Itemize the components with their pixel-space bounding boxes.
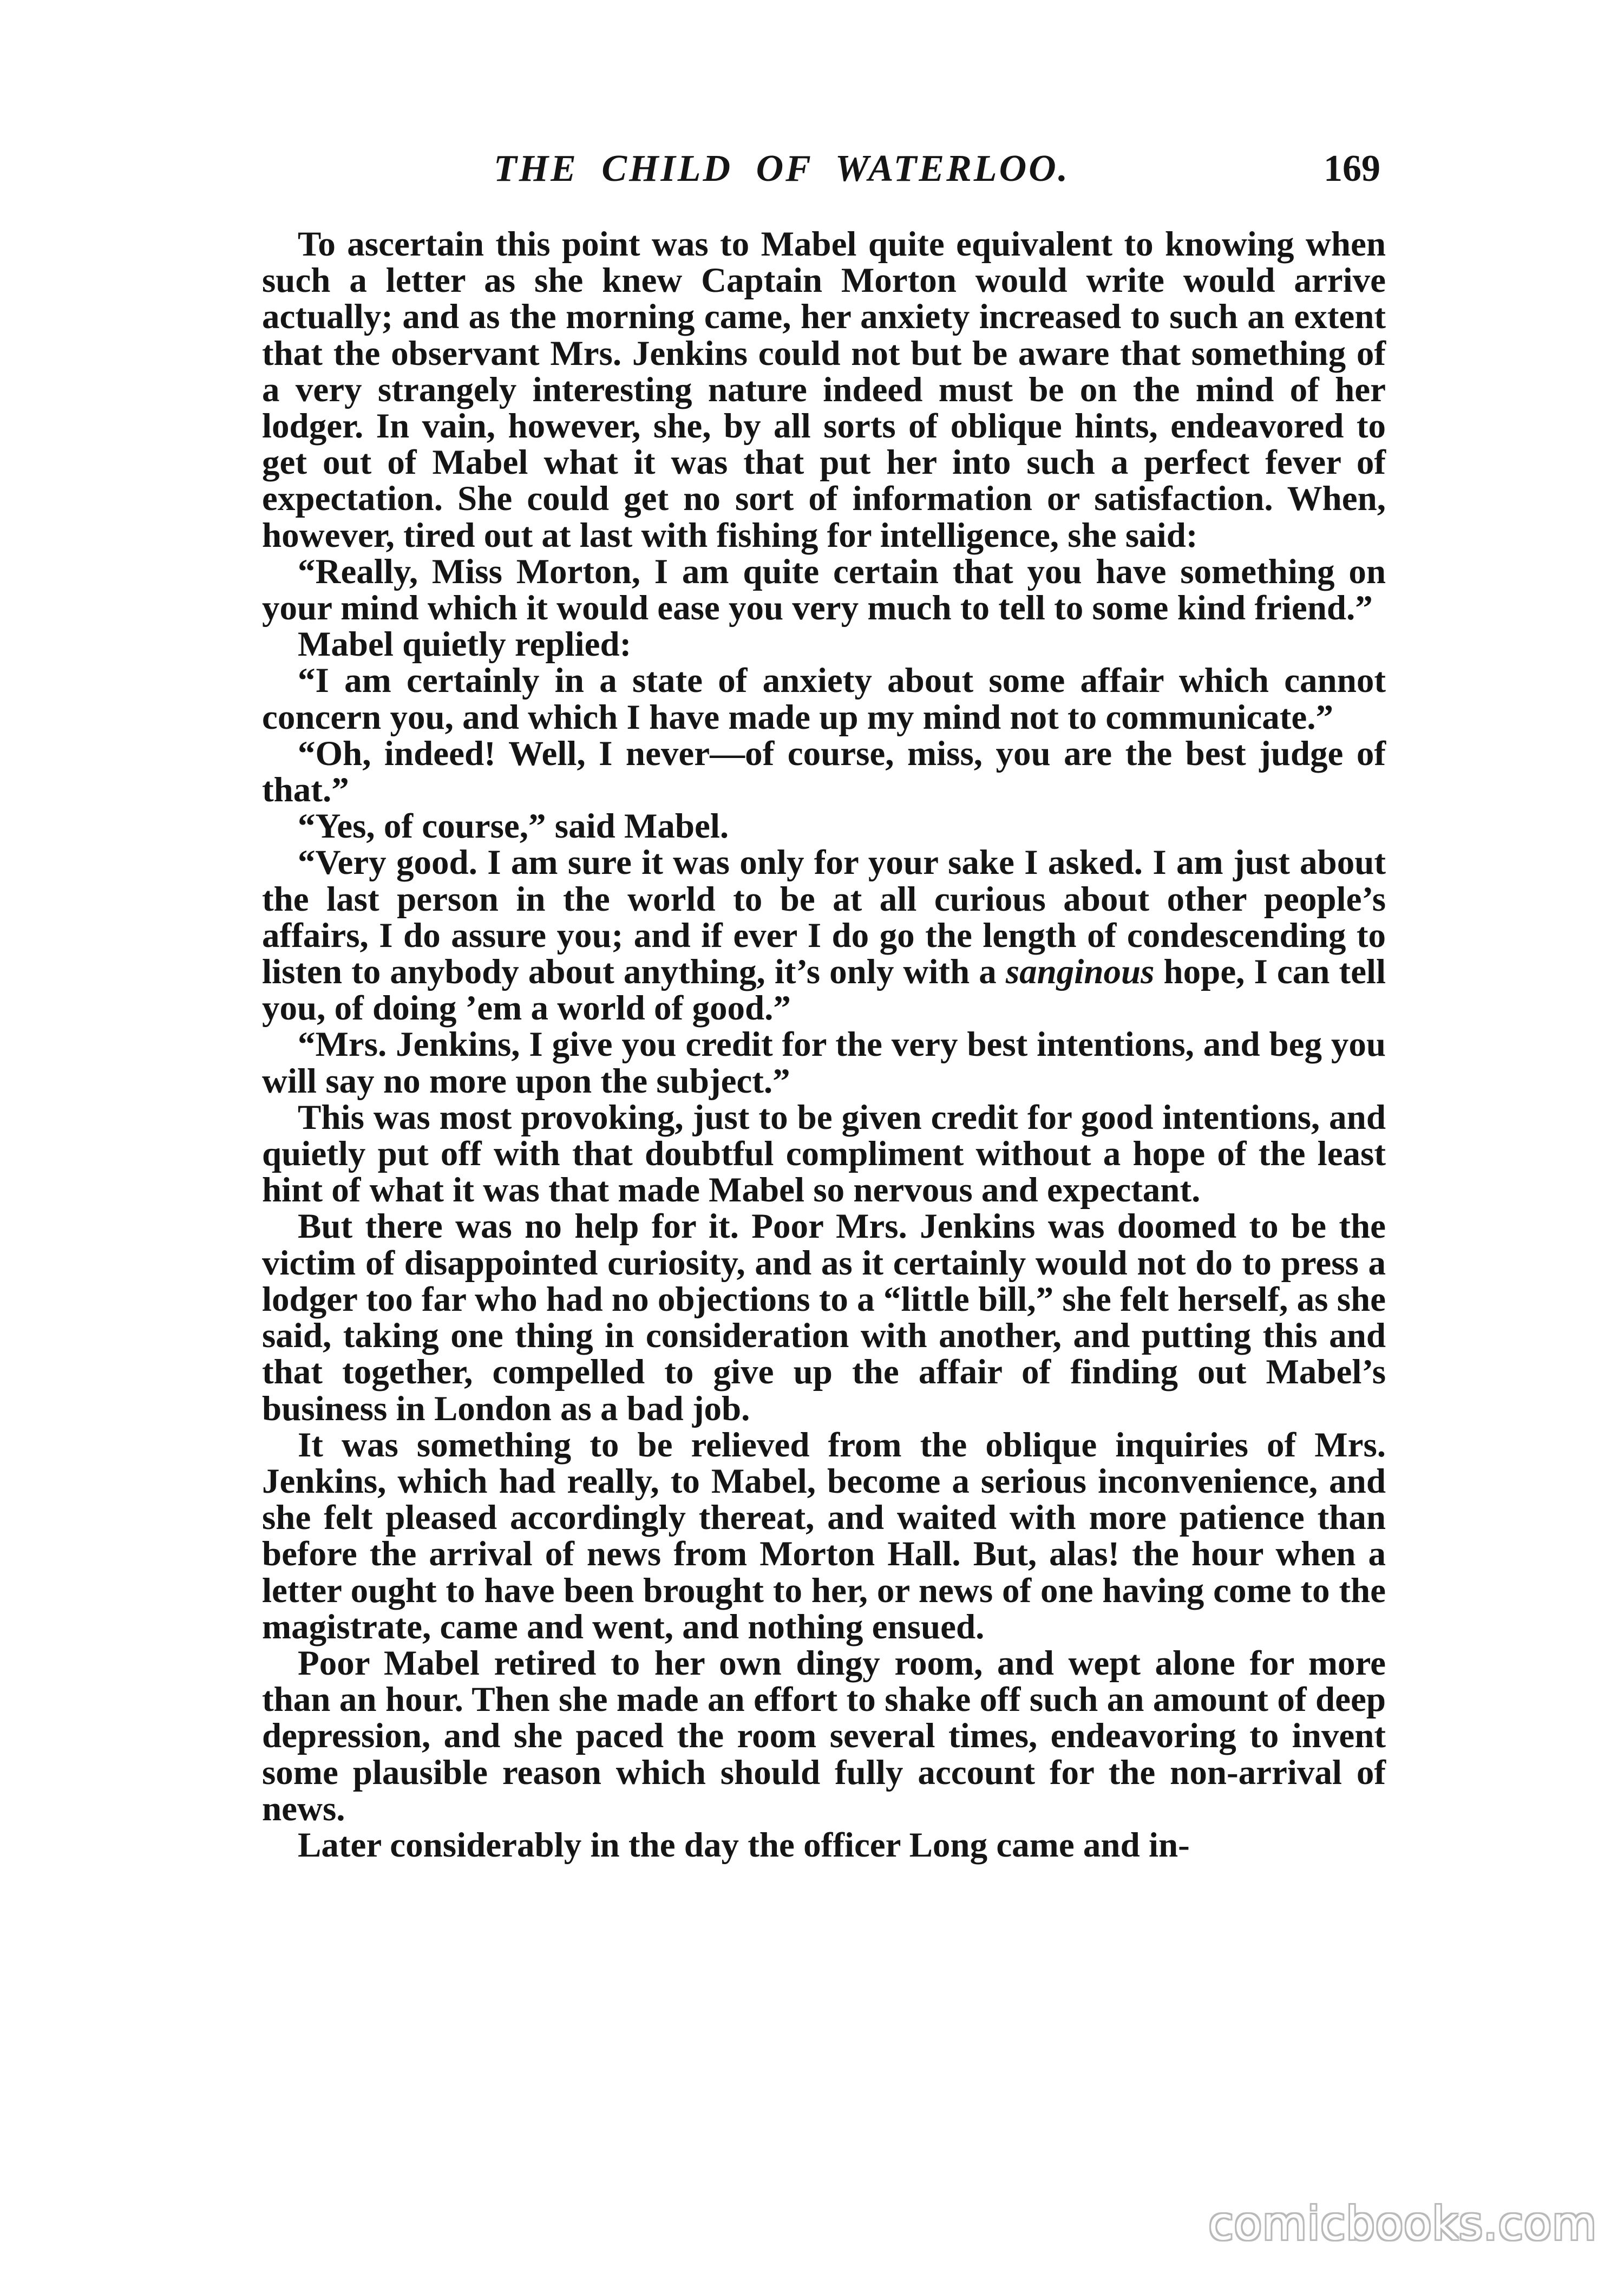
paragraph-7 [262,845,1386,1027]
paragraph-13: Later considerably in the day the officer Long came and in- [298,1825,1190,1865]
page-header [260,147,1386,196]
page-number: 169 [1324,148,1380,190]
paragraph-9: This was most provoking, just to be given credit for good intentions, and quietly put off with that doubtful compliment without a hope of the least hint of what it was that made Mabel so nervous and expectant. [262,1097,1386,1210]
paragraph-2: “Really, Miss Morton, I am quite certain that you have something on your mind which it would ease you very much to tell to some kind friend.” [262,552,1386,628]
paragraph-10: But there was no help for it. Poor Mrs. Jenkins was doomed to be the victim of disappointed curiosity, and as it certainly would not do to press a lodger too far who had no objections to a “little bill,” she felt herself, as she said, taking one thing in consideration with another, and putting this and that together, compelled to give up the affair of finding out Mabel’s business in London as a bad job. [262,1207,1386,1428]
paragraph-11: It was something to be relieved from the oblique inquiries of Mrs. Jenkins, which had really, to Mabel, become a serious inconvenience, and she felt pleased accordingly thereat, and waited with more patience than before the arrival of news from Morton Hall. But, alas! the hour when a letter ought to have been brought to her, or news of one having come to the magistrate, came and went, and nothing ensued. [262,1425,1386,1646]
italic-word: sanginous [1005,952,1155,992]
paragraph-6: “Yes, of course,” said Mabel. [298,807,729,846]
paragraph-1: To ascertain this point was to Mabel quite equivalent to knowing when such a letter as she knew Captain Morton would write would arrive actually; and as the morning came, her anxiety increased to such an extent that the observant Mrs. Jenkins could not but be aware that something of a very strangely interesting nature indeed must be on the mind of her lodger. In vain, however, she, by all sorts of oblique hints, endeavored to get out of Mabel what it was that put her into such a perfect fever of expectation. She could get no sort of information or satisfaction. When, however, tired out at last with fishing for intelligence, she said: [262,225,1386,555]
paragraph-12: Poor Mabel retired to her own dingy room, and wept alone for more than an hour. Then she made an effort to shake off such an amount of deep depression, and she paced the room several times, endeavoring to invent some plausible reason which should fully account for the non-arrival of news. [262,1643,1386,1828]
paragraph-8: “Mrs. Jenkins, I give you credit for the very best intentions, and beg you will say no more upon the subject.” [262,1025,1386,1101]
paragraph-4: “I am certainly in a state of anxiety about some affair which cannot concern you, and which I have made up my mind not to communicate.” [262,661,1386,737]
running-title: THE CHILD OF WATERLOO. [494,148,1070,190]
body-text [262,226,1386,1864]
paragraph-5: “Oh, indeed! Well, I never—of course, miss, you are the best judge of that.” [262,734,1386,810]
watermark: comicbooks.com [1208,2197,1597,2250]
paragraph-3: Mabel quietly replied: [298,625,632,664]
paragraph-7-continued: hope, I can tell you, of doing ’em a world of good.” [262,952,1386,1028]
paragraph-7-text: “Very good. I am sure it was only for your sake I asked. I am just about the last person in the world to be at all curious about other people’s affairs, I do assure you; and if ever I do go the length of condescending to listen to anybody about anything, it’s only with a [262,843,1386,992]
